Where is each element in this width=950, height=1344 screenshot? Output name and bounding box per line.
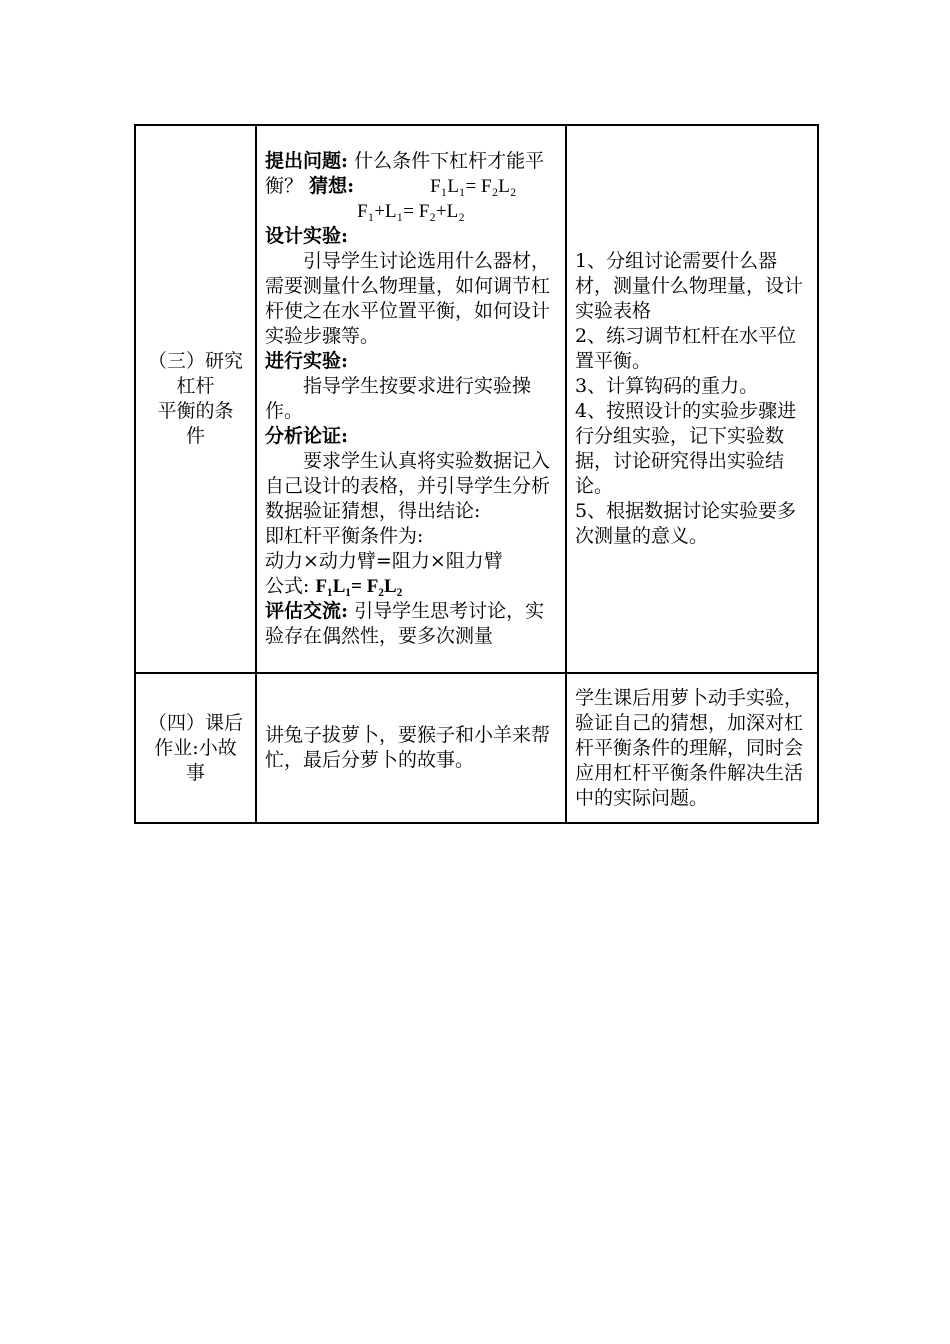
analyze-label: 分析论证:: [265, 425, 349, 447]
formula-final: F₁L₁= F₂L₂: [315, 576, 403, 597]
lesson-plan-table: [134, 124, 819, 824]
guess-formula-1: F₁L₁= F₂L₂: [430, 176, 517, 197]
evaluate-label: 评估交流:: [265, 600, 349, 622]
teacher-activity-cell: [256, 673, 566, 823]
condition-words: 动力×动力臂=阻力×阻力臂: [265, 550, 503, 572]
design-label: 设计实验:: [265, 225, 349, 247]
stage-line: （三）研究: [147, 350, 243, 372]
stage-cell: [135, 673, 256, 823]
activity-item: 3、计算钩码的重力。: [575, 375, 759, 397]
design-text: 引导学生讨论选用什么器材，需要测量什么物理量，如何调节杠杆使之在水平位置平衡，如何设计实验步骤等。: [265, 250, 551, 347]
stage-line: 事: [185, 761, 205, 784]
homework-text: 学生课后用萝卜动手实验，验证自己的猜想，加深对杠杆平衡条件的理解，同时会应用杠杆平衡条件解决生活中的实际问题。: [575, 686, 804, 809]
stage-cell: [135, 125, 256, 673]
activity-item: 5、根据数据讨论实验要多次测量的意义。: [575, 500, 797, 547]
stage-line: （四）课后: [147, 711, 243, 734]
stage-line: 平衡的条: [157, 400, 234, 422]
student-activity-cell: [566, 125, 818, 673]
story-text: 讲兔子拔萝卜，要猴子和小羊来帮忙，最后分萝卜的故事。: [265, 724, 551, 771]
do-experiment-label: 进行实验:: [265, 350, 349, 372]
table-row: [135, 673, 818, 823]
stage-line: 作业:小故: [154, 736, 237, 759]
student-activity-cell: [566, 673, 818, 823]
guess-formula-2: F₁+L₁= F₂+L₂: [357, 201, 465, 222]
activity-item: 1、分组讨论需要什么器材，测量什么物理量，设计实验表格: [575, 250, 804, 322]
teacher-activity-cell: [256, 125, 566, 673]
stage-line: 件: [185, 425, 205, 447]
evaluate-text: 引导学生思考讨论，实验存在偶然性，要多次测量: [265, 600, 545, 647]
table-row: [135, 125, 818, 673]
condition-text: 即杠杆平衡条件为:: [265, 525, 424, 547]
formula-label: 公式:: [265, 575, 310, 597]
raise-question-label: 提出问题:: [265, 150, 349, 172]
stage-line: 杠杆: [176, 375, 215, 397]
activity-item: 4、按照设计的实验步骤进行分组实验，记下实验数据，讨论研究得出实验结论。: [575, 400, 797, 497]
guess-label: 猜想:: [309, 175, 355, 197]
analyze-text: 要求学生认真将实验数据记入自己设计的表格，并引导学生分析数据验证猜想，得出结论:: [265, 450, 551, 522]
raise-question-text: 什么条件下杠杆才能平衡？: [265, 150, 545, 197]
activity-item: 2、练习调节杠杆在水平位置平衡。: [575, 325, 797, 372]
do-experiment-text: 指导学生按要求进行实验操作。: [265, 375, 532, 422]
